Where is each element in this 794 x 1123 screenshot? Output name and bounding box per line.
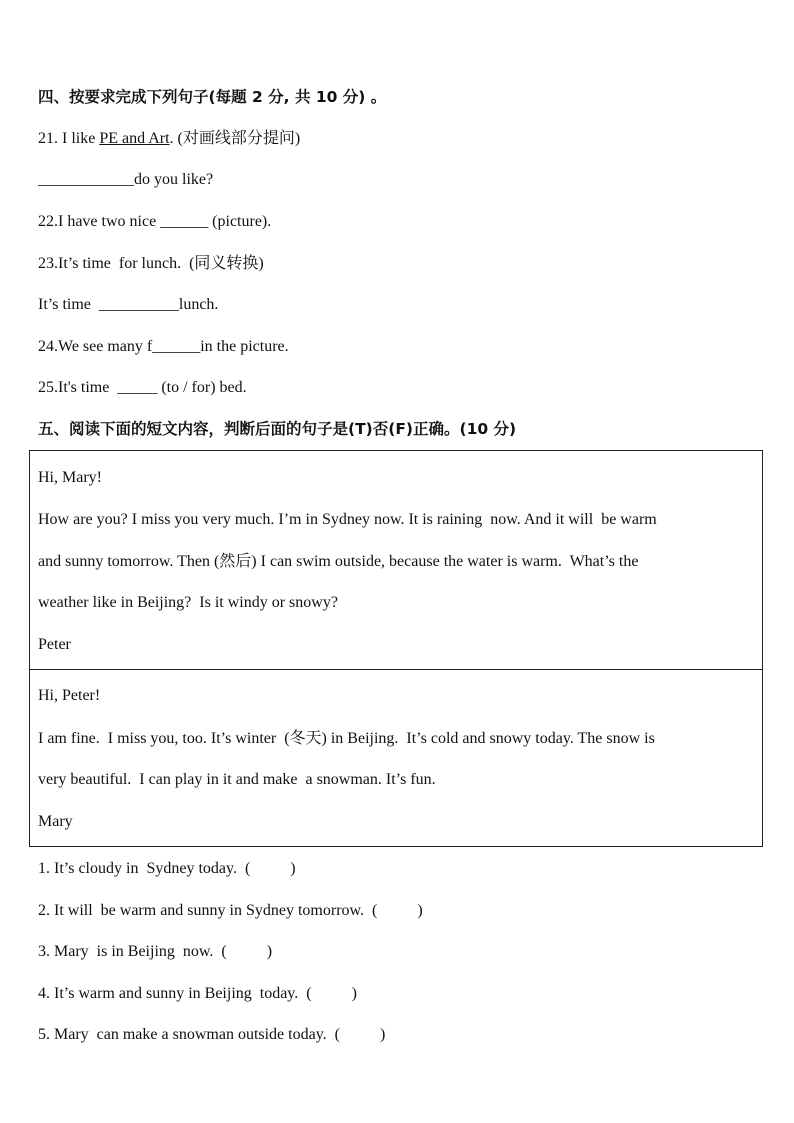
q21-underlined: PE and Art (99, 130, 170, 147)
q21-answer-line: ____________do you like? (38, 171, 214, 188)
letter2-signature: Mary (38, 813, 73, 830)
tf-question: 1. It’s cloudy in Sydney today. ( ) (38, 860, 296, 877)
letter-divider (29, 669, 763, 670)
q21-text (38, 129, 300, 149)
q25-text: 25.It's time _____ (to / for) bed. (38, 379, 247, 396)
q23-text: 23.It’s time for lunch. (同义转换) (38, 255, 264, 272)
q21-prefix: 21. I like (38, 130, 100, 147)
letter1-signature: Peter (38, 636, 71, 653)
section5-title: 五、阅读下面的短文内容，判断后面的句子是(T)否(F)正确。(10 分) (38, 420, 517, 438)
tf-question: 3. Mary is in Beijing now. ( ) (38, 943, 273, 960)
letter1-line: weather like in Beijing? Is it windy or snowy? (38, 594, 338, 611)
letter1-line: and sunny tomorrow. Then (然后) I can swim outside, because the water is warm. What’s the (38, 553, 639, 570)
letter2-greeting: Hi, Peter! (38, 687, 101, 704)
letter1-greeting: Hi, Mary! (38, 469, 102, 486)
section4-title: 四、按要求完成下列句子(每题 2 分, 共 10 分) 。 (38, 88, 387, 106)
tf-question: 5. Mary can make a snowman outside today. ( ) (38, 1026, 386, 1043)
letter1-line: How are you? I miss you very much. I’m in Sydney now. It is raining now. And it will be warm (38, 511, 657, 528)
tf-question: 4. It’s warm and sunny in Beijing today. ( ) (38, 985, 357, 1002)
q22-text: 22.I have two nice ______ (picture). (38, 213, 272, 230)
letter2-line: I am fine. I miss you, too. It’s winter (冬天) in Beijing. It’s cold and snowy today. The snow is (38, 730, 655, 747)
reading-box (29, 450, 763, 847)
letter2-line: very beautiful. I can play in it and make a snowman. It’s fun. (38, 771, 436, 788)
q24-text: 24.We see many f______in the picture. (38, 338, 289, 355)
q21-suffix: . (对画线部分提问) (169, 130, 301, 147)
tf-question: 2. It will be warm and sunny in Sydney tomorrow. ( ) (38, 902, 423, 919)
q23-answer-line: It’s time __________lunch. (38, 296, 219, 313)
